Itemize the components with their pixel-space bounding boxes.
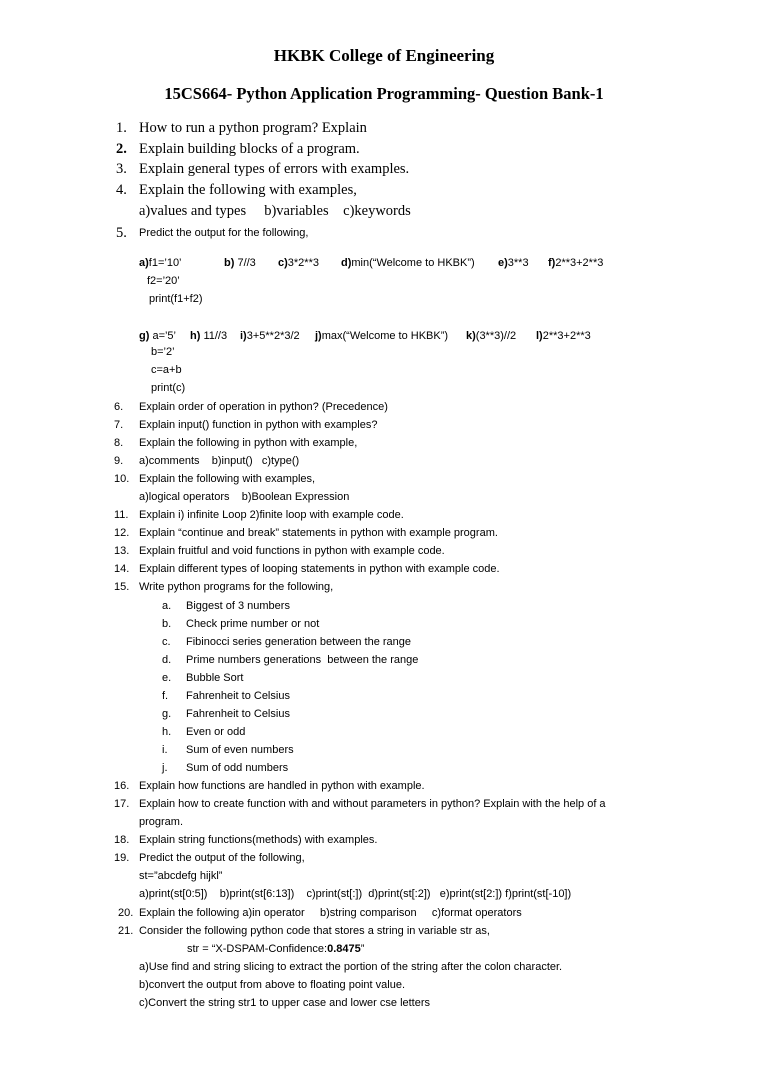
q6-number: 6. (114, 401, 124, 413)
q15-item-d: Prime numbers generations between the range (186, 654, 419, 666)
q15-item-f-label: f. (162, 690, 169, 702)
q15-item-i-label: i. (162, 744, 168, 756)
q5-part-d: d)min(“Welcome to HKBK”) (341, 257, 475, 269)
q6-text: Explain order of operation in python? (Precedence) (139, 401, 388, 413)
q15-item-g-label: g. (162, 708, 172, 720)
q5-part-g-line3: c=a+b (151, 364, 182, 376)
q4-subitems: a)values and types b)variables c)keywords (139, 203, 411, 219)
q18-number: 18. (114, 834, 130, 846)
q21-part-c: c)Convert the string str1 to upper case and lower cse letters (139, 997, 431, 1009)
q5-part-l: l)2**3+2**3 (536, 330, 591, 342)
q17-continuation: program. (139, 816, 184, 828)
q15-item-e: Bubble Sort (186, 672, 244, 684)
q5-part-j: j)max(“Welcome to HKBK”) (315, 330, 449, 342)
q5-part-i: i)3+5**2*3/2 (240, 330, 300, 342)
q15-number: 15. (114, 581, 130, 593)
q17-number: 17. (114, 798, 130, 810)
q8-number: 8. (114, 437, 124, 449)
q4-text: Explain the following with examples, (139, 182, 357, 198)
q15-item-b-label: b. (162, 618, 172, 630)
q5-part-g-line4: print(c) (151, 382, 186, 394)
q5-text: Predict the output for the following, (139, 227, 309, 239)
course-title: 15CS664- Python Application Programming- Question Bank-1 (164, 84, 604, 103)
q1-number: 1. (116, 120, 127, 136)
q11-number: 11. (114, 509, 129, 521)
q12-number: 12. (114, 527, 130, 539)
q7-text: Explain input() function in python with examples? (139, 419, 378, 431)
q15-item-h: Even or odd (186, 726, 246, 738)
q10-number: 10. (114, 473, 130, 485)
q2-number: 2. (116, 141, 127, 157)
q19-string: st=”abcdefg hijkl” (139, 870, 223, 882)
q5-part-a-line3: print(f1+f2) (149, 293, 203, 305)
q21-text: Consider the following python code that stores a string in variable str as, (139, 925, 490, 937)
q5-part-h: h) 11//3 (190, 330, 228, 342)
q19-number: 19. (114, 852, 130, 864)
q18-text: Explain string functions(methods) with examples. (139, 834, 378, 846)
q21-code: str = “X-DSPAM-Confidence:0.8475” (187, 943, 365, 955)
q5-part-g-line2: b=’2’ (151, 346, 175, 358)
q13-number: 13. (114, 545, 130, 557)
q5-part-e: e)3**3 (498, 257, 529, 269)
q9-number: 9. (114, 455, 124, 467)
q21-part-a: a)Use find and string slicing to extract the portion of the string after the colon character. (139, 961, 563, 973)
q5-part-b: b) 7//3 (224, 257, 256, 269)
q5-part-f: f)2**3+2**3 (548, 257, 604, 269)
q5-part-a: a)f1=’10’ (139, 257, 182, 269)
q3-number: 3. (116, 161, 127, 177)
college-title: HKBK College of Engineering (273, 46, 495, 65)
q5-number: 5. (116, 225, 127, 241)
q5-part-c: c)3*2**3 (278, 257, 319, 269)
q15-item-d-label: d. (162, 654, 172, 666)
q5-part-k: k)(3**3)//2 (466, 330, 517, 342)
q20-number: 20. (118, 907, 134, 919)
q19-parts: a)print(st[0:5]) b)print(st[6:13]) c)print(st[:]) d)print(st[:2]) e)print(st[2:]) f)print(st[-10]) (139, 888, 572, 900)
q15-item-i: Sum of even numbers (186, 744, 294, 756)
q14-number: 14. (114, 563, 130, 575)
q16-text: Explain how functions are handled in python with example. (139, 780, 425, 792)
q9-text: a)comments b)input() c)type() (139, 455, 300, 467)
q2-text: Explain building blocks of a program. (139, 141, 360, 157)
q15-item-a: Biggest of 3 numbers (186, 600, 290, 612)
q3-text: Explain general types of errors with examples. (139, 161, 410, 177)
q17-text: Explain how to create function with and without parameters in python? Explain with the help of a (139, 798, 606, 810)
q8-text: Explain the following in python with example, (139, 437, 358, 449)
q13-text: Explain fruitful and void functions in python with example code. (139, 545, 445, 557)
q10-text: Explain the following with examples, (139, 473, 316, 485)
q5-part-g: g) a=’5’ (139, 330, 176, 342)
q15-item-j-label: j. (162, 762, 168, 774)
q15-item-g: Fahrenheit to Celsius (186, 708, 290, 720)
q16-number: 16. (114, 780, 130, 792)
q15-item-f: Fahrenheit to Celsius (186, 690, 290, 702)
q7-number: 7. (114, 419, 124, 431)
q15-text: Write python programs for the following, (139, 581, 334, 593)
q4-number: 4. (116, 182, 127, 198)
q19-text: Predict the output of the following, (139, 852, 305, 864)
q15-item-e-label: e. (162, 672, 172, 684)
q11-text: Explain i) infinite Loop 2)finite loop with example code. (139, 509, 404, 521)
q15-item-c: Fibinocci series generation between the range (186, 636, 412, 648)
q15-item-j: Sum of odd numbers (186, 762, 289, 774)
q10-subitems: a)logical operators b)Boolean Expression (139, 491, 350, 503)
q1-text: How to run a python program? Explain (139, 120, 367, 136)
q15-item-h-label: h. (162, 726, 172, 738)
q21-part-b: b)convert the output from above to floating point value. (139, 979, 405, 991)
q12-text: Explain “continue and break” statements in python with example program. (139, 527, 498, 539)
q15-item-a-label: a. (162, 600, 172, 612)
q15-item-c-label: c. (162, 636, 171, 648)
q21-number: 21. (118, 925, 134, 937)
q20-text: Explain the following a)in operator b)string comparison c)format operators (139, 907, 522, 919)
q14-text: Explain different types of looping statements in python with example code. (139, 563, 500, 575)
q15-item-b: Check prime number or not (186, 618, 320, 630)
q5-part-a-line2: f2=’20’ (147, 275, 180, 287)
